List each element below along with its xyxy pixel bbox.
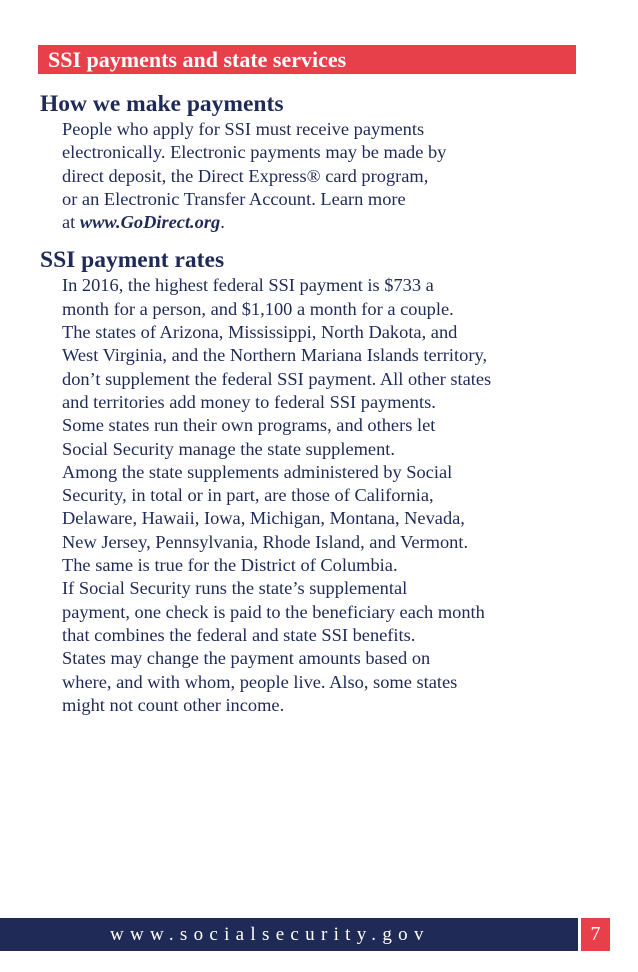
text-line: People who apply for SSI must receive payments (62, 119, 425, 139)
heading-how-we-make-payments: How we make payments (40, 91, 284, 117)
text-line: Delaware, Hawaii, Iowa, Michigan, Montana, Nevada, (62, 508, 465, 529)
text-line: that combines the federal and state SSI benefits. (62, 624, 416, 645)
text-line: electronically. Electronic payments may be made by (62, 142, 447, 163)
text-line: Among the state supplements administered by Social (62, 461, 453, 482)
text-line: don’t supplement the federal SSI payment. All other states (62, 368, 492, 389)
text-line: West Virginia, and the Northern Mariana Islands territory, (62, 345, 488, 366)
text-line: Security, in total or in part, are those of California, (62, 485, 434, 506)
page-content (40, 90, 580, 717)
text-line: If Social Security runs the state’s supplemental (62, 578, 408, 599)
text-line: might not count other income. (62, 694, 285, 715)
page-number: 7 (581, 918, 610, 951)
text-line: month for a person, and $1,100 a month for a couple. (62, 298, 454, 319)
paragraph-one-check (40, 577, 580, 647)
paragraph-state-programs (40, 414, 580, 461)
footer-website-link[interactable]: www.socialsecurity.gov (110, 924, 430, 945)
paragraph-rates-2016 (40, 274, 580, 321)
text-line: States may change the payment amounts based on (62, 648, 431, 669)
paragraph-administered-supplements (40, 461, 580, 577)
text-line: direct deposit, the Direct Express® card program, (62, 165, 429, 186)
footer-bar (0, 918, 578, 951)
text-fragment: at (62, 212, 80, 233)
godirect-link[interactable]: www.GoDirect.org (79, 212, 221, 233)
page-footer (0, 918, 638, 951)
section-banner (38, 45, 576, 74)
text-line: and territories add money to federal SSI payments. (62, 391, 436, 412)
section-title: SSI payments and state services (48, 47, 347, 72)
paragraph-payments (40, 118, 580, 234)
text-line-with-link (40, 211, 580, 234)
text-line: payment, one check is paid to the beneficiary each month (62, 601, 485, 622)
text-line: Social Security manage the state supplement. (62, 438, 395, 459)
text-line: New Jersey, Pennsylvania, Rhode Island, and Vermont. (62, 531, 469, 552)
paragraph-payment-amounts (40, 647, 580, 717)
text-line: or an Electronic Transfer Account. Learn more (62, 188, 406, 209)
heading-ssi-payment-rates: SSI payment rates (40, 247, 225, 274)
text-line: The states of Arizona, Mississippi, North Dakota, and (62, 322, 458, 343)
text-line: where, and with whom, people live. Also, some states (62, 671, 458, 692)
text-line: In 2016, the highest federal SSI payment is $733 a (62, 275, 434, 296)
text-line: The same is true for the District of Columbia. (62, 555, 398, 576)
paragraph-non-supplementing-states (40, 321, 580, 414)
text-fragment: . (220, 212, 225, 233)
text-line: Some states run their own programs, and others let (62, 415, 436, 436)
